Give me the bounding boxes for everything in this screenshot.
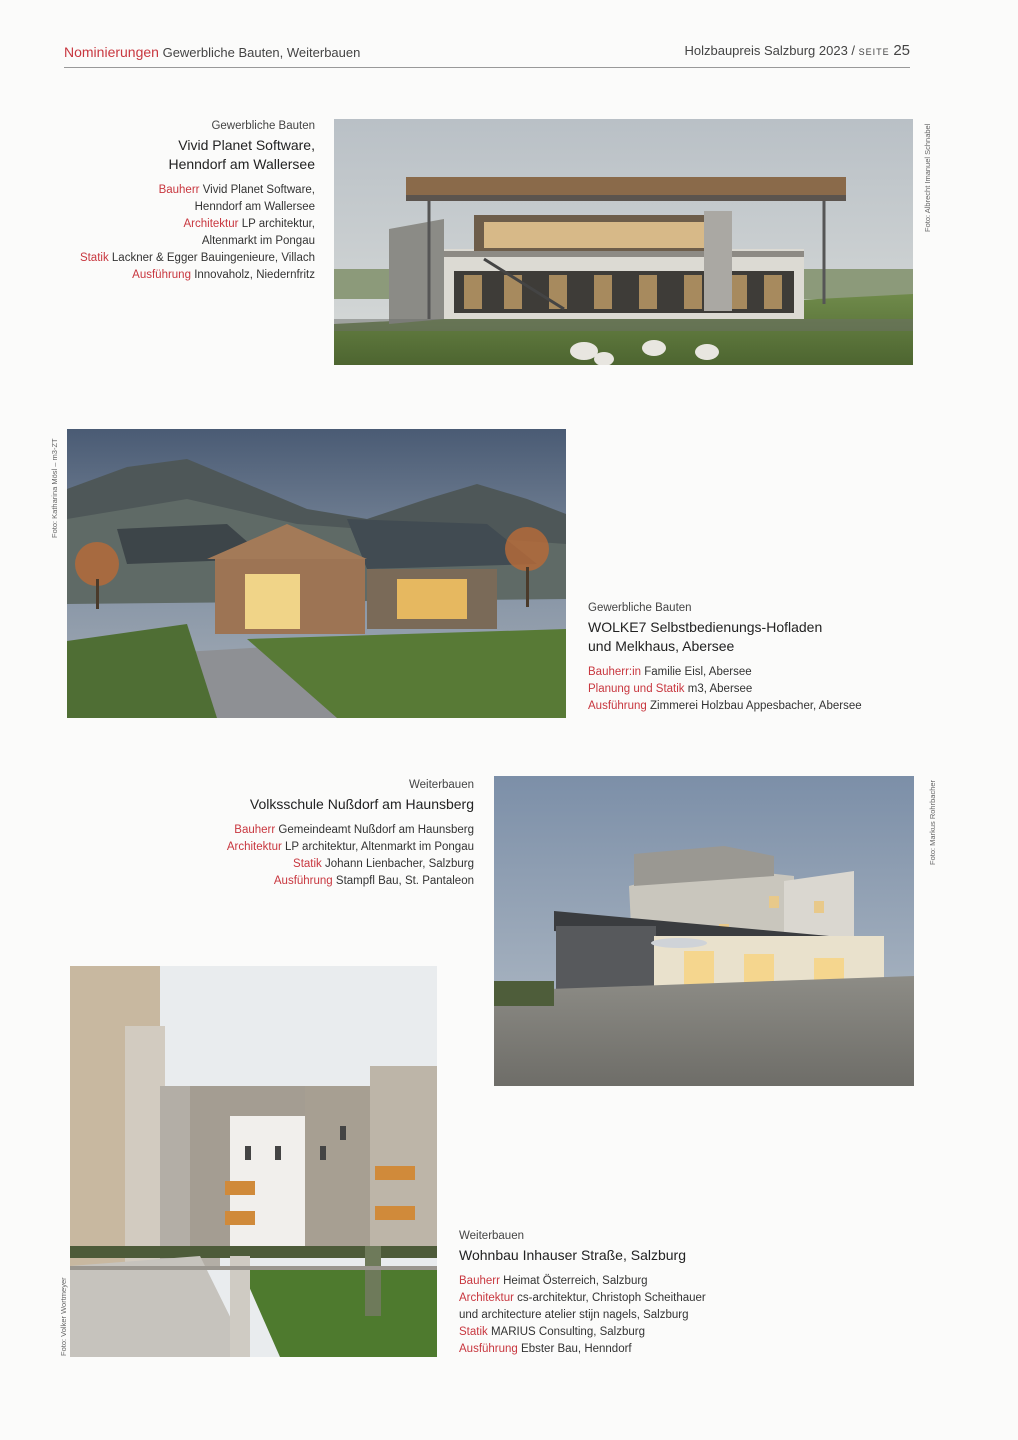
detail-line	[588, 664, 862, 681]
detail-line	[80, 267, 315, 284]
detail-label: Statik	[293, 858, 322, 870]
detail-label: Bauherr:in	[588, 666, 642, 678]
photo-vivid-planet	[334, 119, 913, 365]
detail-line	[80, 250, 315, 267]
running-header-left	[64, 44, 360, 60]
entry-category: Weiterbauen	[409, 779, 474, 791]
detail-line	[80, 182, 315, 199]
photo-credit: Foto: Albrecht Imanuel Schnabel	[923, 123, 932, 232]
detail-text: Innovaholz, Niedernfritz	[194, 269, 315, 281]
detail-label: Ausführung	[459, 1343, 518, 1355]
title-line: Henndorf am Wallersee	[168, 156, 315, 172]
title-line: und Melkhaus, Abersee	[588, 638, 735, 654]
detail-text: Familie Eisl, Abersee	[644, 666, 752, 678]
detail-text: Henndorf am Wallersee	[194, 201, 315, 213]
entry-category: Gewerbliche Bauten	[211, 120, 315, 132]
section-title: Nominierungen	[64, 44, 159, 60]
detail-text: und architecture atelier stijn nagels, Salzburg	[459, 1309, 689, 1321]
detail-line	[459, 1290, 706, 1307]
title-line: WOLKE7 Selbstbedienungs-Hofladen	[588, 619, 823, 635]
entry-category: Gewerbliche Bauten	[588, 602, 692, 614]
detail-text: Stampfl Bau, St. Pantaleon	[335, 875, 474, 887]
entry-wolke7	[588, 600, 862, 715]
detail-line	[459, 1273, 706, 1290]
photo-credit: Foto: Katharina Mösl – m3-ZT	[50, 438, 59, 538]
detail-text: Ebster Bau, Henndorf	[521, 1343, 632, 1355]
detail-text: MARIUS Consulting, Salzburg	[490, 1326, 646, 1338]
detail-text: cs-architektur, Christoph Scheithauer	[517, 1292, 706, 1304]
entry-title	[227, 795, 474, 814]
running-header-right	[684, 42, 910, 59]
title-line: Vivid Planet Software,	[178, 137, 315, 153]
title-line: Wohnbau Inhauser Straße, Salzburg	[459, 1247, 686, 1263]
detail-line	[80, 233, 315, 250]
detail-line	[588, 681, 862, 698]
detail-line	[459, 1324, 706, 1341]
detail-text: LP architektur, Altenmarkt im Pongau	[285, 841, 474, 853]
photo-wohnbau	[70, 966, 437, 1357]
title-line: Volksschule Nußdorf am Haunsberg	[249, 796, 474, 812]
detail-label: Ausführung	[273, 875, 333, 887]
entry-title	[459, 1246, 706, 1265]
photo-credit: Foto: Markus Rohrbacher	[928, 779, 937, 865]
detail-label: Architektur	[226, 841, 282, 853]
detail-text: Altenmarkt im Pongau	[201, 235, 315, 247]
entry-title	[80, 136, 315, 174]
detail-line	[80, 216, 315, 233]
detail-label: Planung und Statik	[588, 683, 685, 695]
detail-text: Lackner & Egger Bauingenieure, Villach	[111, 252, 315, 264]
detail-text: LP architektur,	[241, 218, 315, 230]
entry-category: Weiterbauen	[459, 1230, 524, 1242]
detail-line	[227, 873, 474, 890]
detail-text: Johann Lienbacher, Salzburg	[325, 858, 474, 870]
detail-label: Bauherr	[459, 1275, 500, 1287]
detail-line	[227, 856, 474, 873]
detail-line	[227, 839, 474, 856]
detail-label: Ausführung	[132, 269, 191, 281]
seite-label: SEITE	[858, 47, 890, 57]
detail-text: Heimat Österreich, Salzburg	[503, 1275, 648, 1287]
detail-label: Bauherr	[234, 824, 276, 836]
detail-label: Architektur	[183, 218, 239, 230]
detail-label: Ausführung	[588, 700, 647, 712]
detail-label: Bauherr	[158, 184, 200, 196]
detail-label: Statik	[459, 1326, 488, 1338]
entry-wohnbau	[459, 1228, 706, 1358]
entry-volksschule	[227, 777, 474, 890]
detail-line	[588, 698, 862, 715]
detail-line	[459, 1307, 706, 1324]
detail-line	[80, 199, 315, 216]
detail-text: Gemeindeamt Nußdorf am Haunsberg	[278, 824, 474, 836]
detail-text: m3, Abersee	[687, 683, 753, 695]
photo-volksschule	[494, 776, 914, 1086]
detail-line	[227, 822, 474, 839]
detail-text: Vivid Planet Software,	[202, 184, 315, 196]
header-rule	[64, 67, 910, 68]
publication-title: Holzbaupreis Salzburg 2023 /	[684, 43, 856, 58]
entry-vivid-planet	[80, 118, 315, 284]
photo-wolke7	[67, 429, 566, 718]
subsection-title: Gewerbliche Bauten, Weiterbauen	[162, 45, 361, 60]
detail-text: Zimmerei Holzbau Appesbacher, Abersee	[650, 700, 862, 712]
photo-credit: Foto: Volker Wortmeyer	[59, 1277, 68, 1356]
detail-line	[459, 1341, 706, 1358]
page-number: 25	[893, 42, 910, 59]
detail-label: Statik	[79, 252, 109, 264]
detail-label: Architektur	[459, 1292, 514, 1304]
entry-title	[588, 618, 862, 656]
